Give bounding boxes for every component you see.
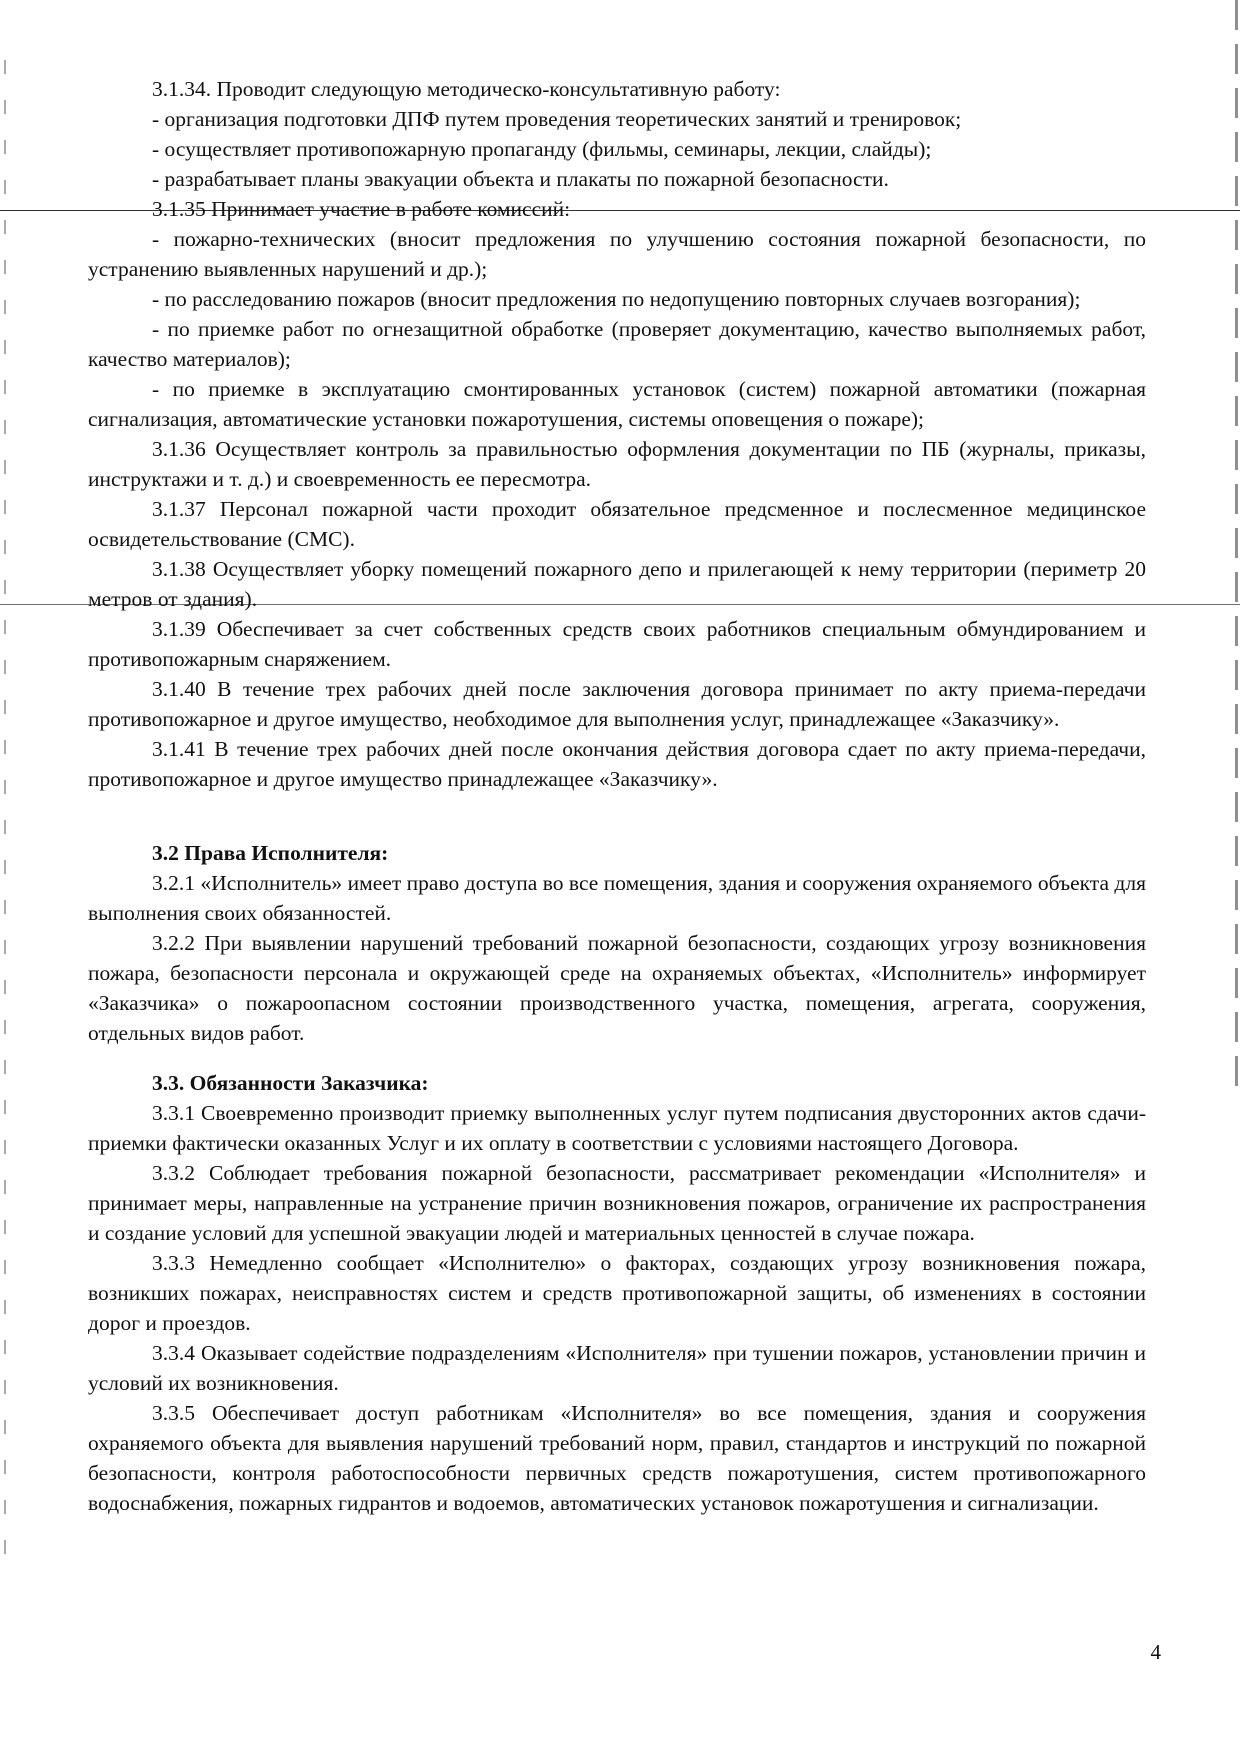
section-heading-3-2: 3.2 Права Исполнителя: (152, 841, 389, 865)
clause-3-1-41: 3.1.41 В течение трех рабочих дней после окончания действия договора сдает по акту приема-передачи, противопожарное и другое имущество принадлежащее «Заказчику». (88, 737, 1146, 791)
document-body (88, 74, 1146, 1518)
scan-edge-right (1235, 0, 1238, 1100)
list-item: - по приемке в эксплуатацию смонтированных установок (систем) пожарной автоматики (пожарная сигнализация, автоматические установки пожаротушения, системы оповещения о пожаре); (88, 377, 1146, 431)
clause-3-3-1: 3.3.1 Своевременно производит приемку выполненных услуг путем подписания двусторонних актов сдачи-приемки фактически оказанных Услуг и их оплату в соответствии с условиями настоящего Договора. (88, 1101, 1146, 1155)
section-gap (88, 794, 1146, 838)
list-item: - разрабатывает планы эвакуации объекта и плакаты по пожарной безопасности. (152, 167, 889, 191)
clause-3-1-39: 3.1.39 Обеспечивает за счет собственных средств своих работников специальным обмундированием и противопожарным снаряжением. (88, 617, 1146, 671)
list-item: - по расследованию пожаров (вносит предложения по недопущению повторных случаев возгорания); (152, 287, 1081, 311)
section-heading-3-3: 3.3. Обязанности Заказчика: (152, 1071, 429, 1095)
clause-3-3-5: 3.3.5 Обеспечивает доступ работникам «Исполнителя» во все помещения, здания и сооружения охраняемого объекта для выявления нарушений требований норм, правил, стандартов и инструкций по пожарной безопасности, контроля работоспособности первичных средств пожаротушения, систем противопожарного водоснабжения, пожарных гидрантов и водоемов, автоматических установок пожаротушения и сигнализации. (88, 1401, 1146, 1515)
list-item: - осуществляет противопожарную пропаганду (фильмы, семинары, лекции, слайды); (152, 137, 932, 161)
clause-3-3-2: 3.3.2 Соблюдает требования пожарной безопасности, рассматривает рекомендации «Исполнителя» и принимает меры, направленные на устранение причин возникновения пожаров, ограничение их распространения и создание условий для успешной эвакуации людей и материальных ценностей в случае пожара. (88, 1161, 1146, 1245)
list-item: - по приемке работ по огнезащитной обработке (проверяет документацию, качество выполняемых работ, качество материалов); (88, 317, 1146, 371)
clause-3-1-40: 3.1.40 В течение трех рабочих дней после заключения договора принимает по акту приема-передачи противопожарное и другое имущество, необходимое для выполнения услуг, принадлежащее «Заказчику». (88, 677, 1146, 731)
clause-3-1-38: 3.1.38 Осуществляет уборку помещений пожарного депо и прилегающей к нему территории (периметр 20 метров от здания). (88, 557, 1146, 611)
clause-3-1-36: 3.1.36 Осуществляет контроль за правильностью оформления документации по ПБ (журналы, приказы, инструктажи и т. д.) и своевременность ее пересмотра. (88, 437, 1146, 491)
clause-3-1-37: 3.1.37 Персонал пожарной части проходит обязательное предсменное и послесменное медицинское освидетельствование (СМС). (88, 497, 1146, 551)
scan-edge-left (4, 60, 6, 1560)
clause-3-2-2: 3.2.2 При выявлении нарушений требований пожарной безопасности, создающих угрозу возникновения пожара, безопасности персонала и окружающей среде на охраняемых объектах, «Исполнитель» информирует «Заказчика» о пожароопасном состоянии производственного участка, помещения, агрегата, сооружения, отдельных видов работ. (88, 931, 1146, 1045)
page-number: 4 (1150, 1640, 1161, 1664)
clause-3-1-35: 3.1.35 Принимает участие в работе комиссий: (152, 197, 571, 221)
clause-3-3-3: 3.3.3 Немедленно сообщает «Исполнителю» о факторах, создающих угрозу возникновения пожара, возникших пожарах, неисправностях систем и средств противопожарной защиты, об изменениях в состоянии дорог и проездов. (88, 1251, 1146, 1335)
list-item: - организация подготовки ДПФ путем проведения теоретических занятий и тренировок; (152, 107, 962, 131)
list-item: - пожарно-технических (вносит предложения по улучшению состояния пожарной безопасности, по устранению выявленных нарушений и др.); (88, 227, 1146, 281)
clause-3-3-4: 3.3.4 Оказывает содействие подразделениям «Исполнителя» при тушении пожаров, установлении причин и условий их возникновения. (88, 1341, 1146, 1395)
clause-3-2-1: 3.2.1 «Исполнитель» имеет право доступа во все помещения, здания и сооружения охраняемого объекта для выполнения своих обязанностей. (88, 871, 1146, 925)
clause-3-1-34: 3.1.34. Проводит следующую методическо-консультативную работу: (152, 77, 781, 101)
